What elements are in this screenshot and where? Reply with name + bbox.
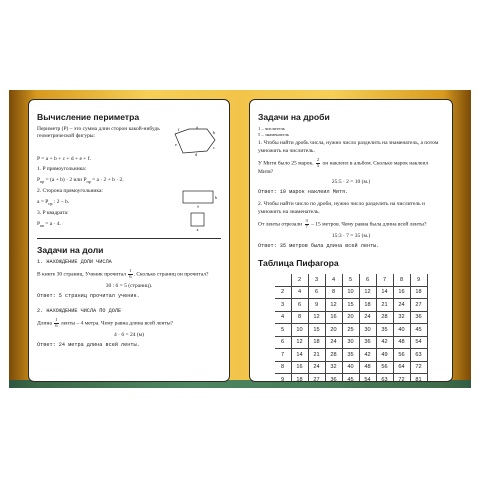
table-cell: 28 [376, 311, 393, 324]
table-cell: 81 [410, 374, 427, 382]
rule-2: 2. Чтобы найти число по дроби, нужно число разделить на числитель и умножить на знаменатель. [258, 201, 425, 215]
table-cell: 8 [325, 286, 342, 299]
table-row [275, 336, 428, 349]
table-cell: 10 [342, 286, 359, 299]
table-cell: 32 [325, 361, 342, 374]
table-cell: 42 [359, 349, 376, 362]
rect-label-a: a [197, 203, 199, 209]
table-row [275, 299, 428, 312]
find-whole-answer: Ответ: 24 метра длина всей ленты. [37, 342, 140, 349]
square-label-a: a [196, 227, 199, 233]
table-header-cell: 9 [410, 274, 427, 286]
table-row-header: 4 [275, 311, 292, 324]
table-cell: 36 [359, 336, 376, 349]
table-cell: 18 [291, 374, 308, 382]
find-whole-heading: 2. НАХОЖДЕНИЕ ЧИСЛА ПО ДОЛЕ [37, 308, 122, 315]
table-cell: 6 [308, 286, 325, 299]
rect-formula: $P_{пр} = (a + b) \cdot 2$ или $P_{пр} = a \cdot 2 + b \cdot 2$. [37, 176, 124, 184]
table-cell: 72 [393, 374, 410, 382]
table-header-cell: 8 [393, 274, 410, 286]
table-header-cell: 6 [359, 274, 376, 286]
square-figure [181, 210, 221, 232]
table-cell: 18 [359, 299, 376, 312]
fig-label-c: c [213, 145, 215, 150]
side-formula: $a = P_{пр}$ : 2 – b. [37, 198, 70, 206]
table-cell: 16 [325, 311, 342, 324]
stamps-problem: У Мити было 25 марок. $\frac{2}{5}$ он наклеил в альбом. Сколько марок наклеил Митя? [258, 157, 429, 175]
side-heading: 2. Сторона прямоугольника: [37, 188, 103, 195]
table-row-header: 8 [275, 361, 292, 374]
rule-1: 1. Чтобы найти дробь числа, нужно число разделить на знаменатель, а потом умножить на числитель. [258, 140, 439, 154]
rect-heading: 1. P прямоугольника: [37, 166, 87, 173]
find-part-problem: В книге 30 страниц. Ученик прочитал $\frac{1}{6}$ . Сколько страниц он прочитал? [37, 268, 209, 280]
table-cell: 12 [359, 286, 376, 299]
table-cell: 27 [308, 374, 325, 382]
table-cell: 24 [393, 299, 410, 312]
find-whole-solution: 4 · 6 = 24 (м) [114, 331, 144, 338]
table-header-cell: 5 [342, 274, 359, 286]
table-cell: 8 [291, 311, 308, 324]
hexagon-figure [169, 126, 221, 156]
table-cell: 9 [308, 299, 325, 312]
table-cell: 12 [291, 336, 308, 349]
find-part-heading: 1. НАХОЖДЕНИЕ ДОЛИ ЧИСЛА [37, 259, 112, 266]
table-cell: 21 [308, 349, 325, 362]
table-row [275, 374, 428, 382]
find-part-answer: Ответ: 5 страниц прочитал ученик. [37, 293, 140, 300]
table-cell: 12 [325, 299, 342, 312]
table-header-cell: 3 [308, 274, 325, 286]
fractions-title: Задачи на дроби [258, 112, 330, 122]
table-row-header: 3 [275, 299, 292, 312]
table-cell: 15 [342, 299, 359, 312]
table-row-header: 6 [275, 336, 292, 349]
table-row-header: 9 [275, 374, 292, 382]
table-cell: 25 [342, 324, 359, 337]
stamps-solution: 25:5 · 2 = 10 (м.) [331, 179, 371, 185]
table-cell: 10 [291, 324, 308, 337]
denominator-legend: 5 – знаменатель [258, 131, 289, 137]
table-cell: 45 [410, 324, 427, 337]
table-cell: 14 [291, 349, 308, 362]
left-page [28, 99, 230, 382]
fig-label-b: b [213, 130, 215, 135]
table-cell: 42 [376, 336, 393, 349]
table-cell: 64 [393, 361, 410, 374]
table-cell: 4 [291, 286, 308, 299]
table-row-header: 7 [275, 349, 292, 362]
table-row-header: 5 [275, 324, 292, 337]
table-cell: 36 [410, 311, 427, 324]
right-page [249, 99, 453, 382]
table-cell: 56 [376, 361, 393, 374]
table-cell: 32 [393, 311, 410, 324]
table-cell: 14 [376, 286, 393, 299]
table-cell: 16 [393, 286, 410, 299]
table-cell: 36 [325, 374, 342, 382]
fig-label-a: a [196, 126, 198, 130]
table-header-row [275, 274, 428, 286]
ribbon-answer: Ответ: 35 метров была длина всей ленты. [258, 243, 380, 250]
table-cell: 6 [291, 299, 308, 312]
table-cell: 16 [291, 361, 308, 374]
table-row-header: 2 [275, 286, 292, 299]
table-cell: 28 [325, 349, 342, 362]
perimeter-definition: Периметр (P) – это сумма длин сторон какой-нибудь геометрической фигуры: [37, 126, 160, 140]
pythagoras-title: Таблица Пифагора [258, 258, 339, 269]
table-cell: 15 [308, 324, 325, 337]
table-cell: 54 [359, 374, 376, 382]
table-cell: 48 [359, 361, 376, 374]
table-cell: 56 [393, 349, 410, 362]
table-cell: 24 [359, 311, 376, 324]
table-row [275, 361, 428, 374]
table-row [275, 349, 428, 362]
table-header-cell: 4 [325, 274, 342, 286]
table-cell: 18 [410, 286, 427, 299]
table-cell: 30 [342, 336, 359, 349]
ribbon-problem: От ленты отрезали $\frac{3}{7}$ – 15 метров. Чему равна была длина всей ленты? [258, 218, 427, 230]
fig-label-e: e [175, 142, 177, 147]
table-cell: 24 [308, 361, 325, 374]
table-cell: 48 [393, 336, 410, 349]
table-cell: 40 [393, 324, 410, 337]
table-header-cell [275, 274, 292, 286]
table-cell: 49 [376, 349, 393, 362]
table-cell: 30 [359, 324, 376, 337]
find-part-solution: 30 : 6 = 5 (страниц). [105, 282, 153, 289]
fig-label-d: d [195, 152, 197, 156]
rect-label-b: b [215, 195, 217, 201]
table-cell: 20 [342, 311, 359, 324]
table-cell: 20 [325, 324, 342, 337]
table-row [275, 324, 428, 337]
perimeter-formula: P = a + b + c + d + e + f. [37, 156, 91, 162]
numerator-legend: 1 – числитель [258, 126, 285, 131]
fractions-of-title: Задачи на доли [37, 245, 104, 256]
table-cell: 45 [342, 374, 359, 382]
table-row [275, 286, 428, 299]
table-cell: 24 [325, 336, 342, 349]
table-cell: 72 [410, 361, 427, 374]
table-cell: 63 [376, 374, 393, 382]
table-header-cell: 7 [376, 274, 393, 286]
table-cell: 21 [376, 299, 393, 312]
table-cell: 35 [342, 349, 359, 362]
divider [37, 238, 221, 239]
table-row [275, 311, 428, 324]
table-cell: 54 [410, 336, 427, 349]
fig-label-f: f [178, 127, 180, 132]
rectangle-figure [181, 188, 221, 208]
table-cell: 12 [308, 311, 325, 324]
pythagoras-table [275, 274, 428, 382]
table-cell: 63 [410, 349, 427, 362]
table-cell: 18 [308, 336, 325, 349]
ribbon-solution: 15:3 · 7 = 35 (м.) [331, 232, 371, 239]
table-cell: 40 [342, 361, 359, 374]
table-header-cell: 2 [291, 274, 308, 286]
find-whole-problem: Длина $\frac{1}{6}$ ленты – 4 метра. Чему равна длина всей ленты? [37, 317, 173, 329]
table-cell: 27 [410, 299, 427, 312]
table-cell: 35 [376, 324, 393, 337]
square-formula: $P_{кв} = a \cdot 4$. [37, 220, 61, 228]
perimeter-title: Вычисление периметра [37, 112, 140, 122]
stamps-answer: Ответ: 10 марок наклеил Митя. [258, 189, 349, 196]
square-heading: 3. P квадрата: [37, 210, 69, 217]
